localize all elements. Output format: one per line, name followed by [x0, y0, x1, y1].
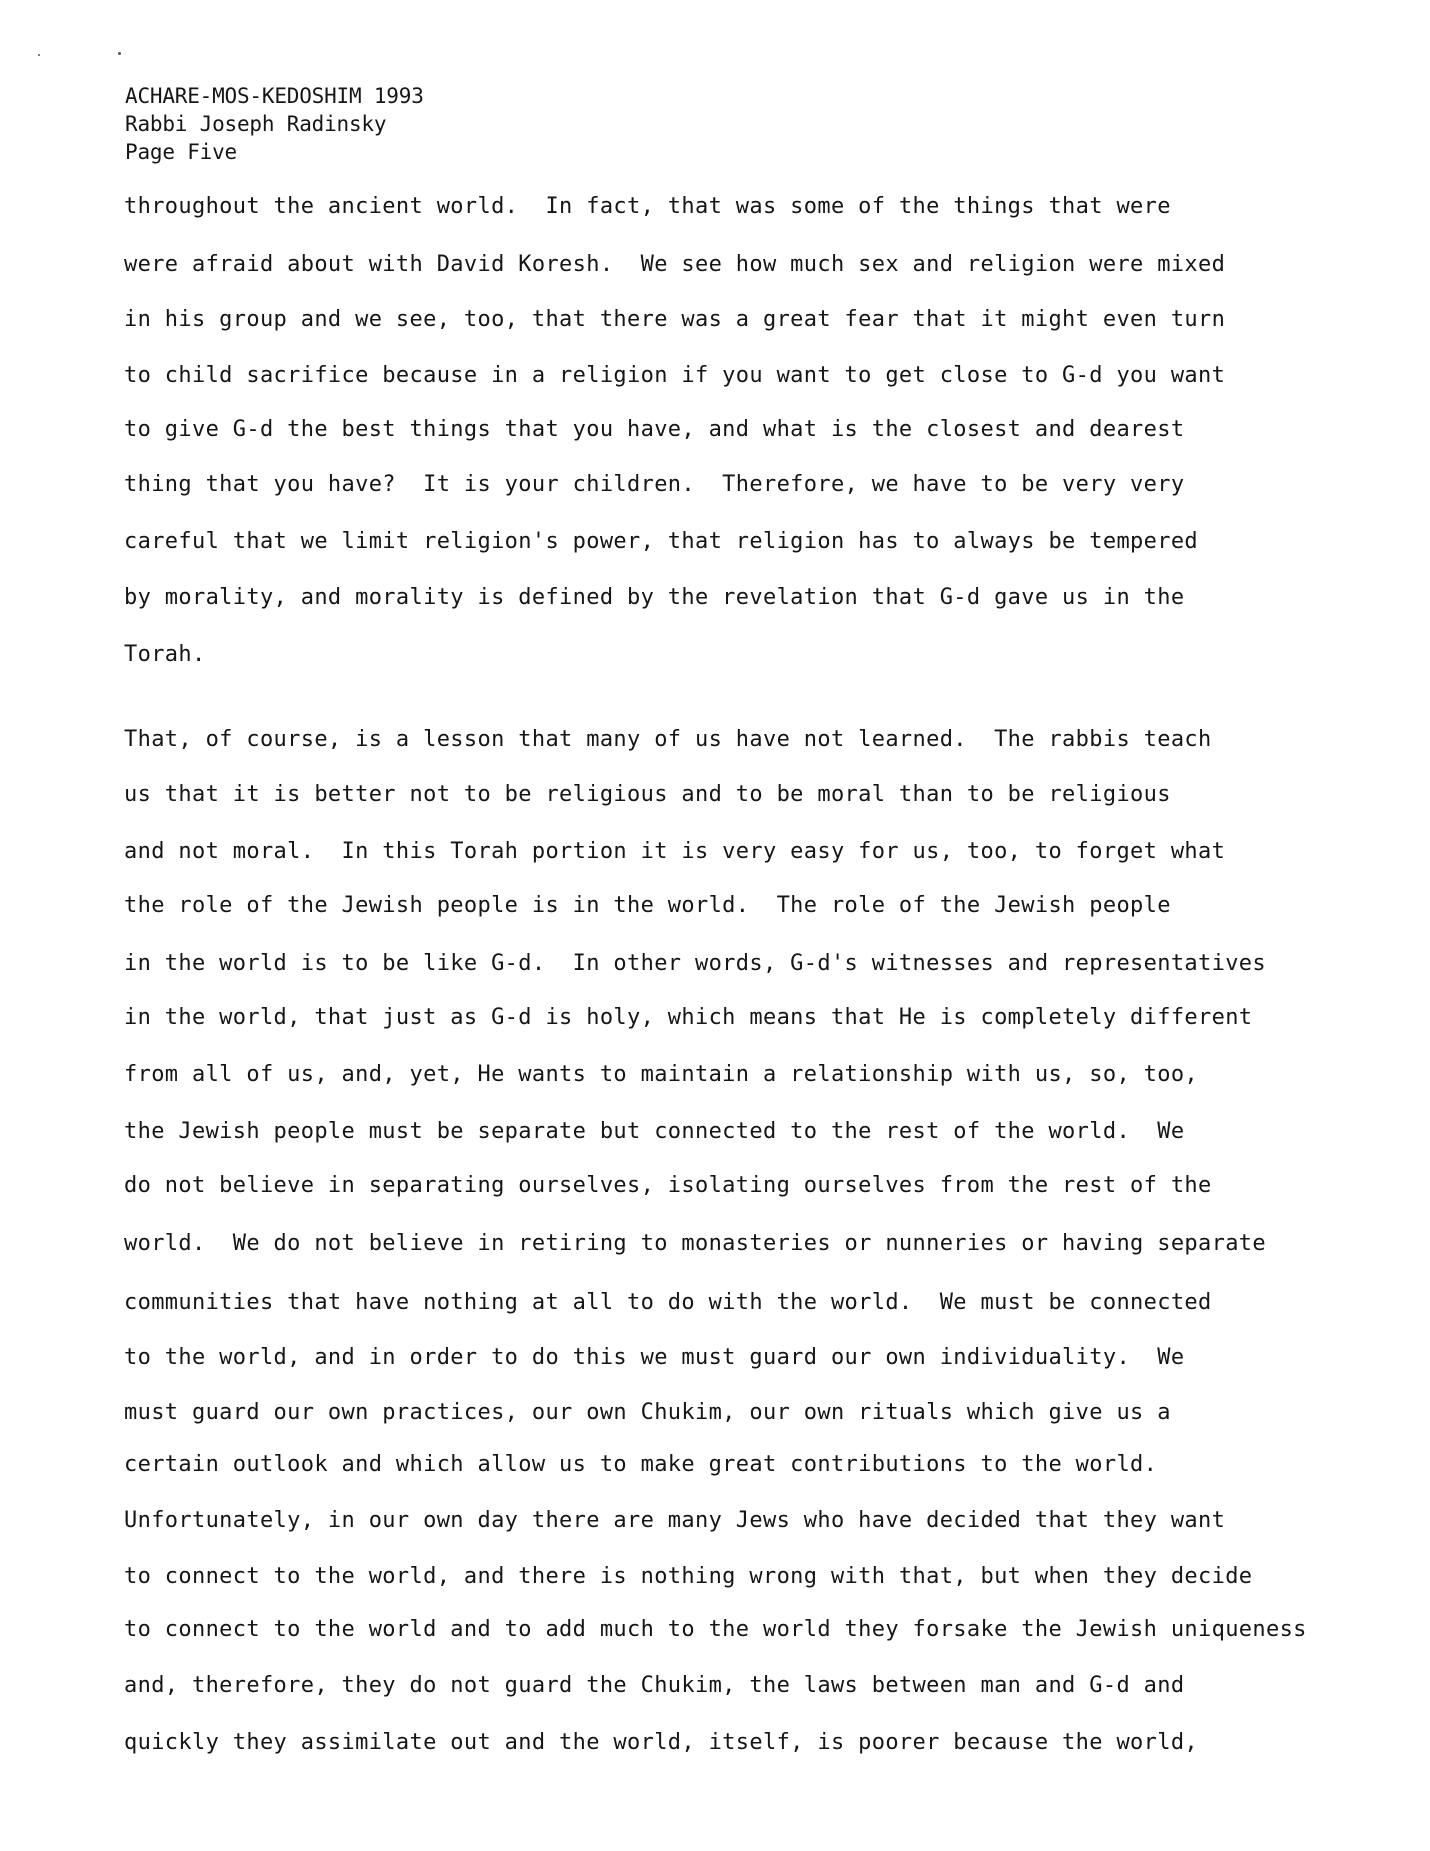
text-line: certain outlook and which allow us to make great contributions to the world. [124, 1452, 1158, 1477]
text-line: do not believe in separating ourselves, isolating ourselves from the rest of the [124, 1173, 1212, 1198]
scan-speck [118, 52, 121, 55]
text-line: the role of the Jewish people is in the world. The role of the Jewish people [124, 893, 1171, 918]
text-line: and not moral. In this Torah portion it is very easy for us, too, to forget what [124, 839, 1226, 864]
text-line: throughout the ancient world. In fact, that was some of the things that were [124, 194, 1171, 219]
text-line: careful that we limit religion's power, that religion has to always be tempered [124, 529, 1199, 554]
text-line: from all of us, and, yet, He wants to maintain a relationship with us, so, too, [124, 1062, 1199, 1087]
document-header [125, 82, 424, 166]
page-label: Page Five [125, 140, 237, 164]
text-line: and, therefore, they do not guard the Chukim, the laws between man and G-d and [124, 1673, 1185, 1698]
text-line: to connect to the world, and there is nothing wrong with that, but when they decide [124, 1564, 1253, 1589]
text-line: thing that you have? It is your children. Therefore, we have to be very very [124, 472, 1185, 497]
text-line: quickly they assimilate out and the world, itself, is poorer because the world, [124, 1730, 1199, 1755]
text-line: in the world, that just as G-d is holy, which means that He is completely different [124, 1005, 1253, 1030]
text-line: were afraid about with David Koresh. We see how much sex and religion were mixed [124, 252, 1226, 277]
text-line: to the world, and in order to do this we must guard our own individuality. We [124, 1345, 1185, 1370]
document-title: ACHARE-MOS-KEDOSHIM 1993 [125, 84, 424, 108]
text-line: to child sacrifice because in a religion if you want to get close to G-d you want [124, 363, 1226, 388]
text-line: us that it is better not to be religious and to be moral than to be religious [124, 782, 1171, 807]
text-line: That, of course, is a lesson that many of us have not learned. The rabbis teach [124, 727, 1212, 752]
text-line: Unfortunately, in our own day there are many Jews who have decided that they want [124, 1508, 1226, 1533]
text-line: to connect to the world and to add much to the world they forsake the Jewish uniqueness [124, 1617, 1307, 1642]
text-line: the Jewish people must be separate but connected to the rest of the world. We [124, 1119, 1185, 1144]
text-line: in the world is to be like G-d. In other words, G-d's witnesses and representatives [124, 951, 1266, 976]
text-line: communities that have nothing at all to do with the world. We must be connected [124, 1290, 1212, 1315]
document-author: Rabbi Joseph Radinsky [125, 112, 387, 136]
scan-speck [38, 54, 40, 56]
text-line: world. We do not believe in retiring to monasteries or nunneries or having separate [124, 1231, 1266, 1256]
text-line: to give G-d the best things that you have, and what is the closest and dearest [124, 417, 1185, 442]
text-line: in his group and we see, too, that there was a great fear that it might even turn [124, 307, 1226, 332]
text-line: must guard our own practices, our own Chukim, our own rituals which give us a [124, 1400, 1171, 1425]
text-line: by morality, and morality is defined by the revelation that G-d gave us in the [124, 585, 1185, 610]
text-line: Torah. [124, 642, 206, 667]
